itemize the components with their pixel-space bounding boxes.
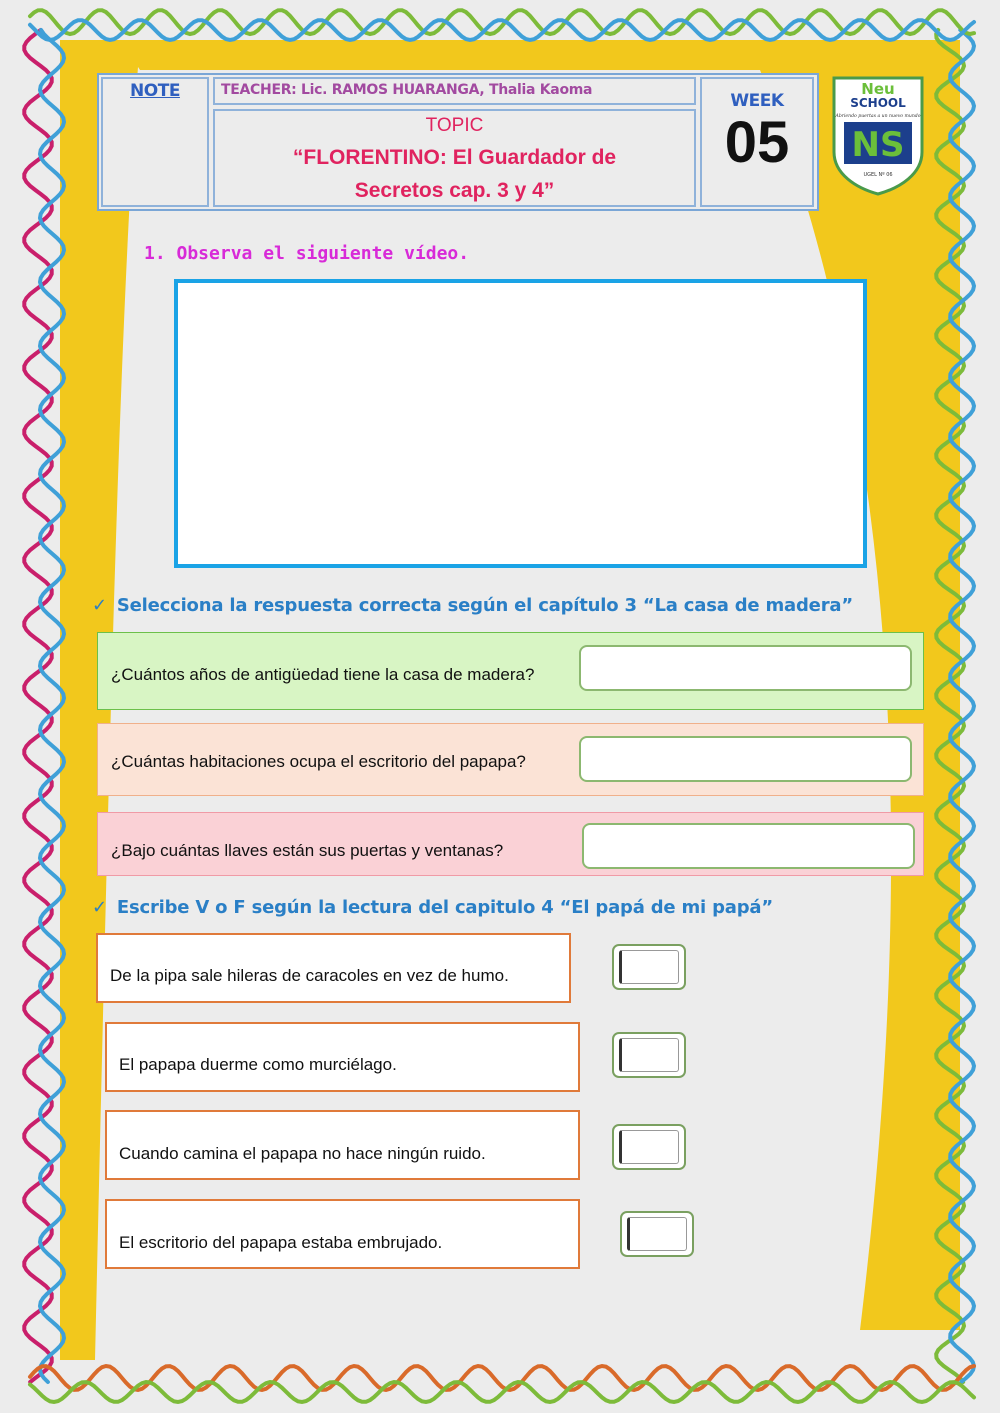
- vf-answer-input-3[interactable]: [612, 1124, 686, 1170]
- week-cell: [700, 77, 814, 207]
- school-logo-icon: [830, 74, 926, 196]
- topic-title-line2: Secretos cap. 3 y 4”: [354, 179, 555, 202]
- check-icon: ✓: [92, 595, 107, 616]
- statement-1-text: De la pipa sale hileras de caracoles en vez de humo.: [110, 966, 509, 985]
- logo-ugel: UGEL Nº 06: [863, 172, 893, 178]
- answer-input-3[interactable]: [582, 823, 915, 869]
- logo-tagline: Abriendo puertas a un nuevo mundo: [835, 114, 921, 119]
- statement-2-text: El papapa duerme como murciélago.: [119, 1055, 397, 1074]
- logo-name-bottom: SCHOOL: [850, 96, 906, 110]
- question-3-text: ¿Bajo cuántas llaves están sus puertas y ventanas?: [111, 841, 504, 860]
- section-true-false-title: [92, 897, 773, 918]
- week-number: 05: [724, 110, 790, 175]
- note-label: NOTE: [130, 81, 180, 101]
- check-icon: ✓: [92, 897, 107, 918]
- statement-3-text: Cuando camina el papapa no hace ningún ruido.: [119, 1144, 486, 1163]
- statement-box-2: [105, 1022, 580, 1092]
- topic-title: [215, 141, 694, 207]
- answer-input-2[interactable]: [579, 736, 912, 782]
- logo-initials: NS: [851, 125, 905, 165]
- answer-input-1[interactable]: [579, 645, 912, 691]
- video-embed-placeholder[interactable]: [174, 279, 867, 568]
- statement-box-1: [96, 933, 571, 1003]
- vf-answer-input-1[interactable]: [612, 944, 686, 990]
- vf-answer-input-2[interactable]: [612, 1032, 686, 1078]
- topic-title-line1: “FLORENTINO: El Guardador de: [292, 146, 617, 169]
- question-1-text: ¿Cuántos años de antigüedad tiene la casa de madera?: [111, 665, 535, 684]
- teacher-name: TEACHER: Lic. RAMOS HUARANGA, Thalia Kaoma: [221, 82, 593, 98]
- vf-answer-input-4[interactable]: [620, 1211, 694, 1257]
- section-select-title-text: Selecciona la respuesta correcta según el capítulo 3 “La casa de madera”: [116, 595, 853, 616]
- topic-label: TOPIC: [425, 115, 484, 136]
- question-box-2: [97, 723, 924, 796]
- section-true-false-title-text: Escribe V o F según la lectura del capitulo 4 “El papá de mi papá”: [116, 897, 773, 918]
- week-label: WEEK: [730, 91, 784, 111]
- statement-box-3: [105, 1110, 580, 1180]
- question-box-3: [97, 812, 924, 876]
- teacher-cell: [213, 77, 696, 105]
- question-2-text: ¿Cuántas habitaciones ocupa el escritorio del papapa?: [111, 752, 526, 771]
- section-select-title: [92, 595, 853, 616]
- note-cell: [101, 77, 209, 207]
- statement-box-4: [105, 1199, 580, 1269]
- topic-cell: [213, 109, 696, 207]
- statement-4-text: El escritorio del papapa estaba embrujado.: [119, 1233, 443, 1252]
- logo-name-top: Neu: [861, 80, 895, 98]
- question-box-1: [97, 632, 924, 710]
- instruction-watch-video: 1. Observa el siguiente vídeo.: [144, 243, 470, 264]
